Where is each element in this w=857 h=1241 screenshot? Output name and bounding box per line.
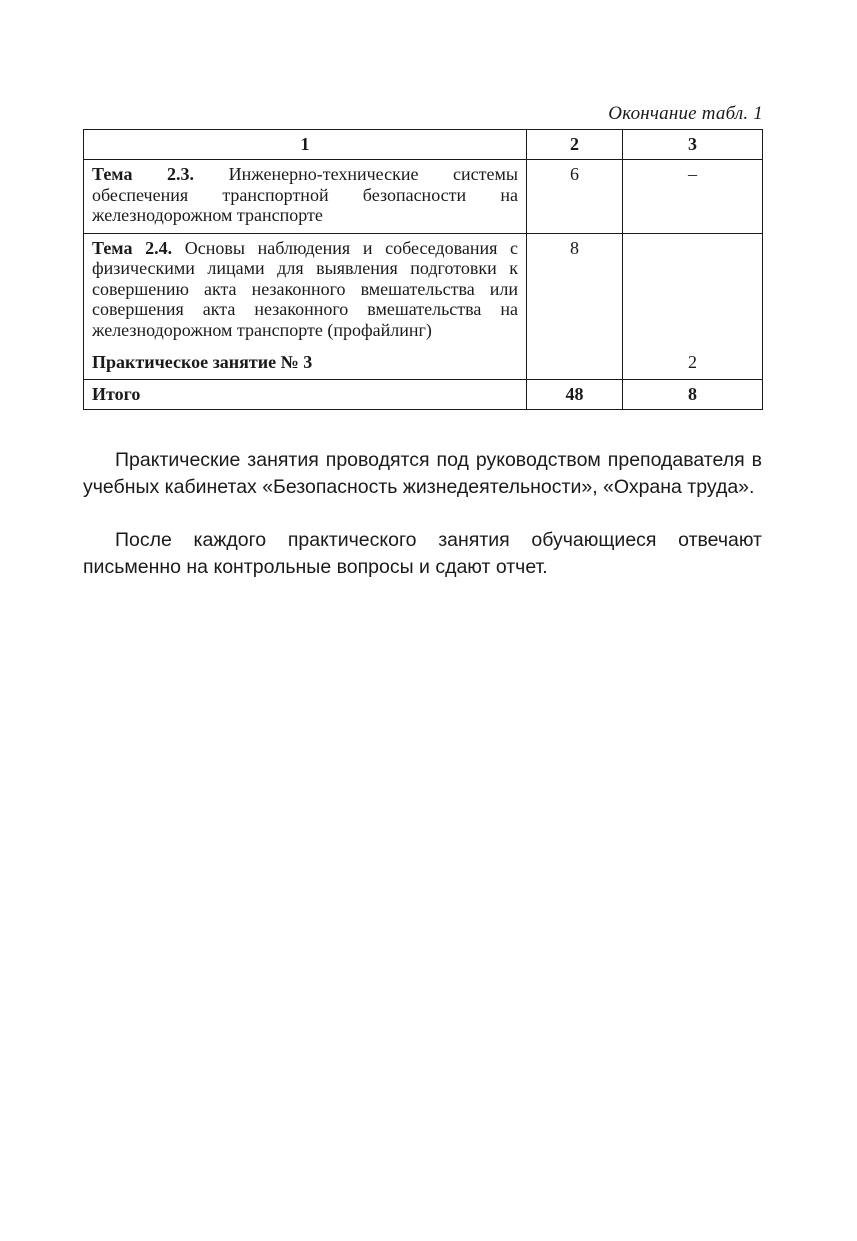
topic-text: Основы наблюдения и собеседования с физическими лицами для выявления подготовки к совершению акта незаконного вмешательства или совершения акта незаконного вмешательства на железнодорожном транспорте (профайлинг)	[92, 237, 519, 340]
column-header-1: 1	[84, 130, 527, 160]
hours-cell: 6	[527, 160, 623, 234]
hours-cell	[527, 340, 623, 379]
practice-label: Практическое занятие № 3	[92, 352, 313, 372]
topic-label: Тема 2.3.	[92, 164, 195, 184]
practice-topic-cell	[84, 340, 527, 379]
hours-cell: 8	[527, 233, 623, 340]
topic-text: Инженерно-технические системы обеспечения транспортной безопасности на железнодорожном транспорте	[92, 164, 518, 225]
body-paragraph: После каждого практического занятия обучающиеся отвечают письменно на контрольные вопросы и сдают отчет.	[83, 529, 762, 578]
table-total-row	[84, 379, 763, 410]
body-paragraph-container	[83, 447, 762, 500]
topic-label: Тема 2.4.	[92, 237, 173, 258]
topic-cell	[84, 160, 527, 234]
table-row	[84, 340, 763, 379]
total-hours: 48	[527, 379, 623, 410]
table-header-row	[84, 130, 763, 160]
topic-cell	[84, 233, 527, 340]
table-caption: Окончание табл. 1	[608, 103, 763, 124]
total-label: Итого	[84, 379, 527, 410]
table-row	[84, 160, 763, 234]
practice-cell: –	[623, 160, 763, 234]
practice-cell: 2	[623, 340, 763, 379]
total-practice: 8	[623, 379, 763, 410]
body-paragraph-container	[83, 527, 762, 580]
body-paragraph: Практические занятия проводятся под руководством преподавателя в учебных кабинетах «Безопасность жизнедеятельности», «Охрана труда».	[83, 449, 762, 498]
column-header-2: 2	[527, 130, 623, 160]
table-row	[84, 233, 763, 340]
course-table	[83, 129, 763, 410]
column-header-3: 3	[623, 130, 763, 160]
practice-cell	[623, 233, 763, 340]
